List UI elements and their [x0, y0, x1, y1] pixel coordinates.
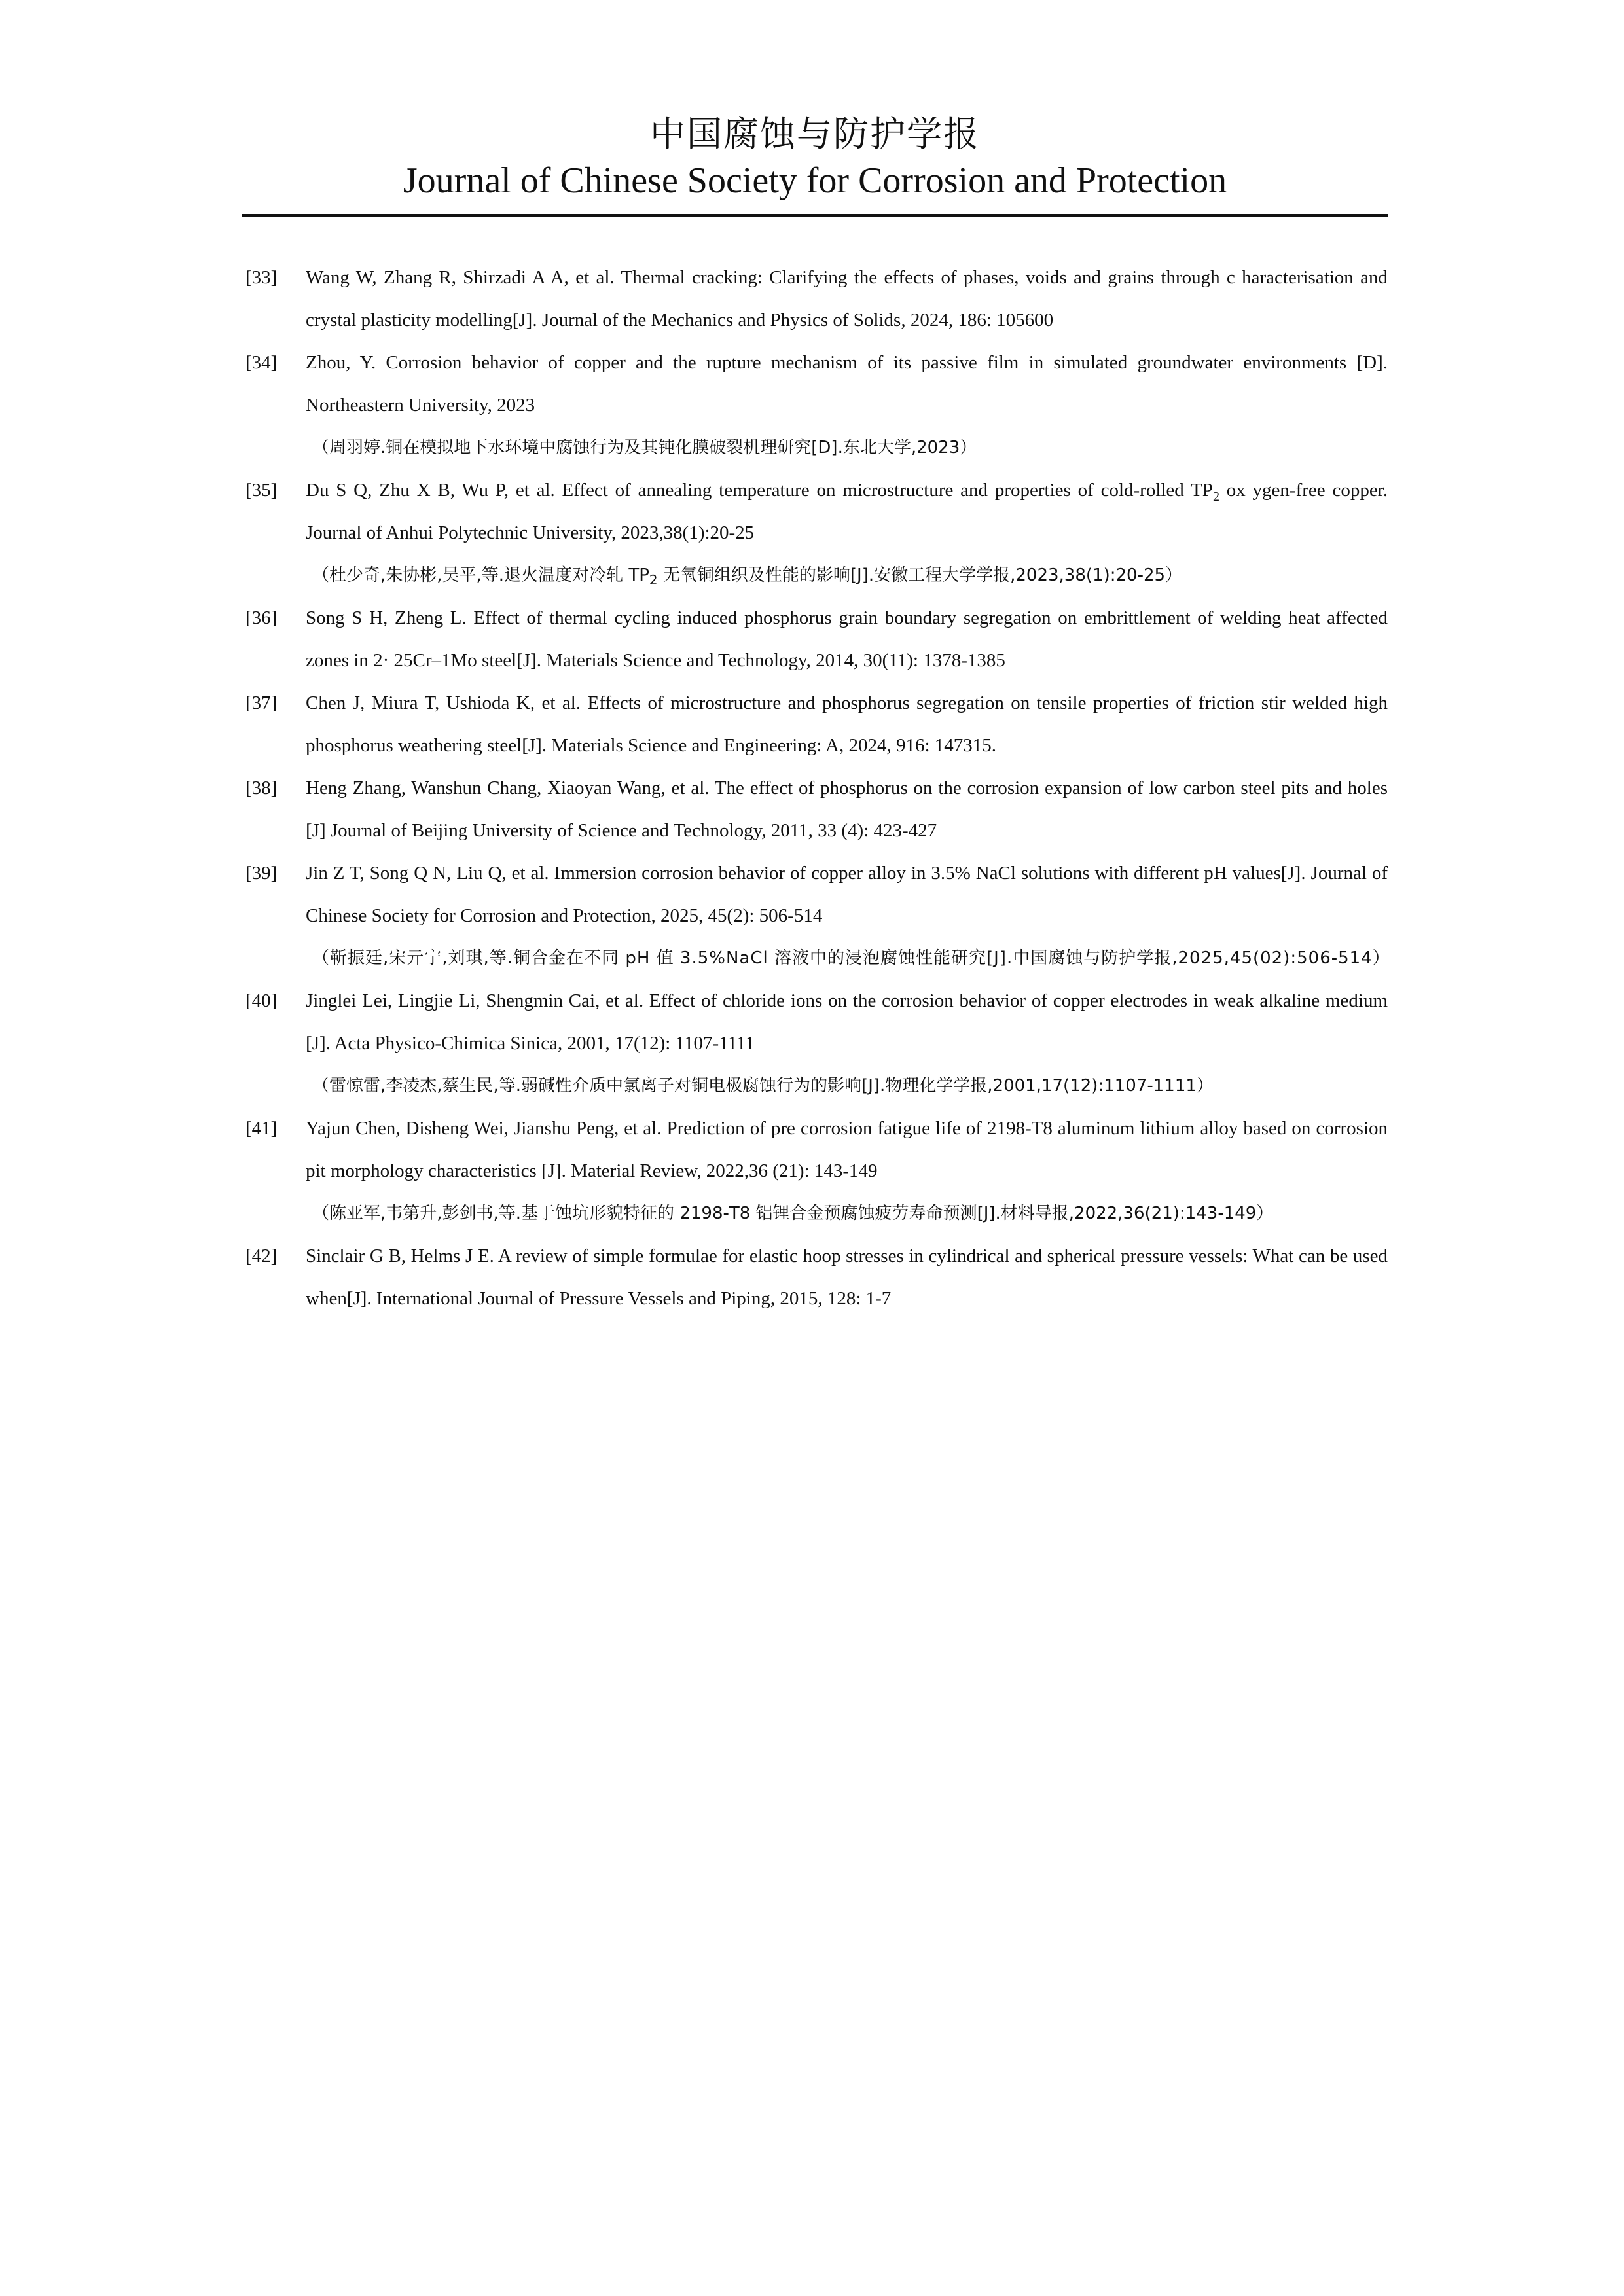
reference-40	[245, 980, 1388, 1107]
reference-number: [34]	[245, 352, 278, 373]
journal-title-english: Journal of Chinese Society for Corrosion and Protection	[403, 160, 1227, 201]
reference-number: [36]	[245, 607, 278, 628]
reference-number: [41]	[245, 1118, 278, 1139]
subscript: 2	[649, 572, 658, 588]
reference-text: Jin Z T, Song Q N, Liu Q, et al. Immersion corrosion behavior of copper alloy in 3.5% NaCl solutions with different pH values[J]. Journal of Chinese Society for Corrosion and Protection, 2025, 45(2): 506-514	[306, 863, 1388, 926]
reference-33	[245, 257, 1388, 342]
reference-text: Sinclair G B, Helms J E. A review of simple formulae for elastic hoop stresses in cylindrical and spherical pressure vessels: What can be used when[J]. International Journal of Pressure Vessels and Piping, 2015, 128: 1-7	[306, 1246, 1388, 1309]
reference-chinese-text	[306, 554, 1388, 597]
reference-text	[306, 469, 1388, 554]
reference-body	[306, 852, 1388, 980]
reference-text-part: 无氧铜组织及性能的影响[J].安徽工程大学学报,2023,38(1):20-25）	[657, 565, 1183, 585]
reference-34	[245, 342, 1388, 469]
reference-text: Yajun Chen, Disheng Wei, Jianshu Peng, et al. Prediction of pre corrosion fatigue life of 2198-T8 aluminum lithium alloy based on corrosion pit morphology characteristics [J]. Material Review, 2022,36 (21): 143-149	[306, 1118, 1388, 1181]
reference-text: Wang W, Zhang R, Shirzadi A A, et al. Thermal cracking: Clarifying the effects of phases, voids and grains through c haracterisation and crystal plasticity modelling[J]. Journal of the Mechanics and Physics of Solids, 2024, 186: 105600	[306, 267, 1388, 331]
journal-title-chinese: 中国腐蚀与防护学报	[650, 113, 980, 154]
reference-38	[245, 767, 1388, 852]
reference-36	[245, 597, 1388, 682]
journal-header	[242, 111, 1388, 206]
reference-body	[306, 469, 1388, 597]
reference-41	[245, 1107, 1388, 1235]
reference-37	[245, 682, 1388, 767]
reference-chinese-text: （陈亚军,韦第升,彭剑书,等.基于蚀坑形貌特征的 2198-T8 铝锂合金预腐蚀疲劳寿命预测[J].材料导报,2022,36(21):143-149）	[312, 1204, 1274, 1223]
reference-number: [42]	[245, 1246, 278, 1266]
reference-body	[306, 1235, 1388, 1320]
reference-number: [35]	[245, 480, 278, 501]
reference-42	[245, 1235, 1388, 1320]
reference-chinese-text: （周羽婷.铜在模拟地下水环境中腐蚀行为及其钝化膜破裂机理研究[D].东北大学,2023）	[312, 438, 977, 457]
reference-body	[306, 980, 1388, 1107]
reference-35	[245, 469, 1388, 597]
reference-text: Heng Zhang, Wanshun Chang, Xiaoyan Wang, et al. The effect of phosphorus on the corrosion expansion of low carbon steel pits and holes [J] Journal of Beijing University of Science and Technology, 2011, 33 (4): 423-427	[306, 778, 1388, 841]
reference-number: [38]	[245, 778, 278, 798]
reference-text: Song S H, Zheng L. Effect of thermal cycling induced phosphorus grain boundary segregation on embrittlement of welding heat affected zones in 2· 25Cr–1Mo steel[J]. Materials Science and Technology, 2014, 30(11): 1378-1385	[306, 607, 1388, 671]
reference-body	[306, 767, 1388, 852]
reference-number: [37]	[245, 692, 278, 713]
reference-body	[306, 1107, 1388, 1235]
header-rule	[242, 214, 1388, 217]
reference-body	[306, 342, 1388, 469]
reference-chinese-text: （靳振廷,宋亓宁,刘琪,等.铜合金在不同 pH 值 3.5%NaCl 溶液中的浸泡腐蚀性能研究[J].中国腐蚀与防护学报,2025,45(02):506-514）	[312, 948, 1390, 968]
reference-chinese-text: （雷惊雷,李凌杰,蔡生民,等.弱碱性介质中氯离子对铜电极腐蚀行为的影响[J].物理化学学报,2001,17(12):1107-1111）	[312, 1076, 1214, 1096]
reference-number: [39]	[245, 863, 278, 884]
reference-text: Zhou, Y. Corrosion behavior of copper and the rupture mechanism of its passive film in simulated groundwater environments [D]. Northeastern University, 2023	[306, 352, 1388, 416]
reference-text: Jinglei Lei, Lingjie Li, Shengmin Cai, et al. Effect of chloride ions on the corrosion behavior of copper electrodes in weak alkaline medium [J]. Acta Physico-Chimica Sinica, 2001, 17(12): 1107-1111	[306, 990, 1388, 1054]
reference-body	[306, 257, 1388, 342]
reference-text: Chen J, Miura T, Ushioda K, et al. Effects of microstructure and phosphorus segregation on tensile properties of friction stir welded high phosphorus weathering steel[J]. Materials Science and Engineering: A, 2024, 916: 147315.	[306, 692, 1388, 756]
reference-body	[306, 597, 1388, 682]
reference-number: [33]	[245, 267, 278, 288]
reference-number: [40]	[245, 990, 278, 1011]
reference-body	[306, 682, 1388, 767]
reference-text-part: （杜少奇,朱协彬,吴平,等.退火温度对冷轧 TP	[312, 565, 649, 585]
reference-text-part: Du S Q, Zhu X B, Wu P, et al. Effect of annealing temperature on microstructure and properties of cold-rolled TP	[306, 480, 1213, 501]
reference-39	[245, 852, 1388, 980]
reference-text-part: ox ygen-free copper. Journal of Anhui Polytechnic University, 2023,38(1):20-25	[306, 480, 1388, 543]
reference-list	[245, 257, 1388, 1320]
subscript: 2	[1212, 489, 1219, 504]
